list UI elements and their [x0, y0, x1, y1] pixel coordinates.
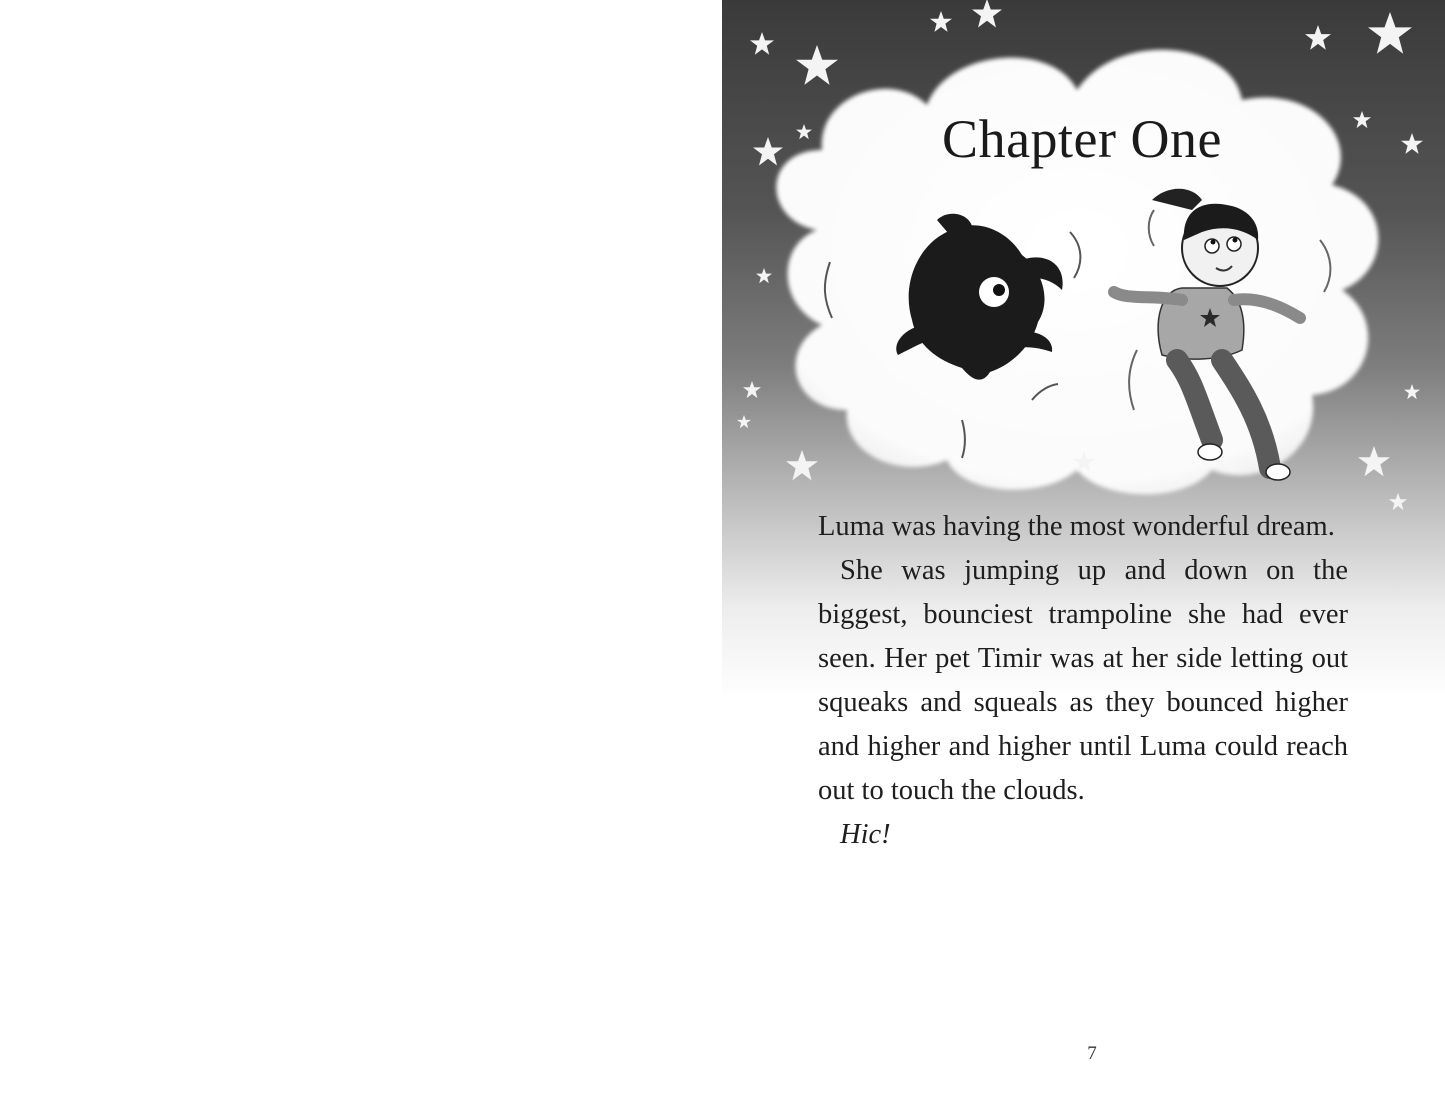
chapter-illustration	[722, 0, 1445, 520]
star-icon	[1368, 12, 1412, 54]
star-icon	[1404, 384, 1420, 399]
chapter-title: Chapter One	[942, 109, 1222, 169]
star-icon	[1358, 446, 1390, 476]
page-number: 7	[1087, 1043, 1097, 1064]
star-icon	[743, 381, 761, 398]
star-icon	[796, 45, 838, 85]
star-icon	[1305, 25, 1331, 50]
star-icon	[796, 124, 812, 139]
star-icon	[786, 450, 818, 480]
paragraph: Luma was having the most wonderful dream.	[818, 511, 1335, 542]
star-icon	[1353, 111, 1371, 128]
star-icon	[756, 268, 772, 283]
star-icon	[1389, 493, 1407, 510]
star-icon	[972, 0, 1002, 28]
star-icon	[930, 11, 952, 32]
body-text	[818, 505, 1348, 857]
right-page	[722, 0, 1445, 1111]
star-icon	[737, 415, 751, 428]
star-icon	[753, 137, 783, 166]
paragraph: She was jumping up and down on the biggest, bounciest trampoline she had ever seen. Her pet Timir was at her side letting out squeaks and squeals as they bounced higher and higher and higher until Luma could reach out to touch the clouds.	[818, 555, 1348, 806]
left-page-blank	[0, 0, 722, 1111]
paragraph-italic: Hic!	[840, 819, 891, 850]
star-icon	[1401, 133, 1423, 154]
star-icon	[750, 32, 774, 55]
